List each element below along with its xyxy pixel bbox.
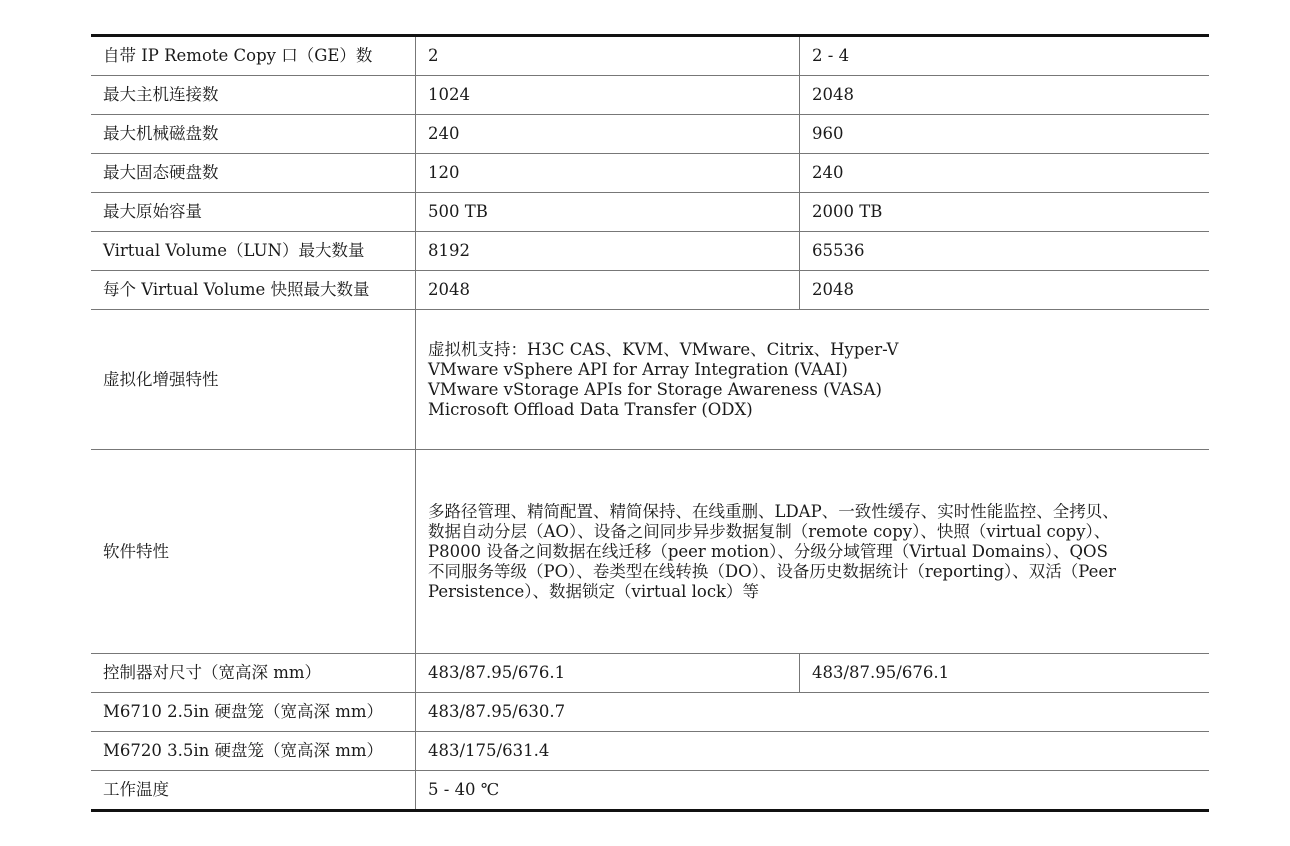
table-row [91,76,1209,115]
row-label: 最大原始容量 [91,193,416,232]
row-label: 自带 IP Remote Copy 口（GE）数 [103,46,373,65]
row-label: 工作温度 [91,771,416,811]
row-label: 软件特性 [91,450,416,654]
table-row [91,115,1209,154]
value-model-a: 500 TB [416,193,800,232]
value-model-b: 2048 [800,76,1210,115]
feature-line: Persistence）、数据锁定（virtual lock）等 [428,581,760,601]
value-model-b: 2048 [800,271,1210,310]
value-model-a: 483/87.95/676.1 [416,654,800,693]
feature-line: 不同服务等级（PO）、卷类型在线转换（DO）、设备历史数据统计（reporting）、双活（Peer [428,561,1117,581]
row-label: 最大机械磁盘数 [91,115,416,154]
value-model-a: 8192 [416,232,800,271]
value-model-a: 2048 [416,271,800,310]
row-label: 控制器对尺寸（宽高深 mm） [91,654,416,693]
table-row [91,693,1209,732]
row-label: 最大主机连接数 [91,76,416,115]
feature-line: 虚拟机支持：H3C CAS、KVM、VMware、Citrix、Hyper-V [428,339,899,359]
value-model-b: 960 [800,115,1210,154]
value-shared: 5 - 40 ℃ [416,771,1210,811]
table-row [91,654,1209,693]
spec-table [91,34,1209,812]
feature-line: Microsoft Offload Data Transfer (ODX) [428,399,753,419]
software-features [416,450,1210,654]
table-row [91,232,1209,271]
feature-line: 多路径管理、精简配置、精简保持、在线重删、LDAP、一致性缓存、实时性能监控、全拷贝、 [428,501,1119,521]
row-label: Virtual Volume（LUN）最大数量 [91,232,416,271]
value-model-b: 483/87.95/676.1 [800,654,1210,693]
feature-line: VMware vSphere API for Array Integration (VAAI) [428,359,848,379]
feature-line: 数据自动分层（AO）、设备之间同步异步数据复制（remote copy）、快照（virtual copy）、 [428,521,1111,541]
value-model-a: 1024 [416,76,800,115]
table-row-software [91,450,1209,654]
row-label: M6720 3.5in 硬盘笼（宽高深 mm） [91,732,416,771]
value-shared: 483/87.95/630.7 [416,693,1210,732]
virtualization-features [416,310,1210,450]
feature-line: VMware vStorage APIs for Storage Awareness (VASA) [428,379,882,399]
value-model-a: 120 [416,154,800,193]
table-row [91,732,1209,771]
value-shared: 483/175/631.4 [416,732,1210,771]
value-model-b: 240 [800,154,1210,193]
row-label: M6710 2.5in 硬盘笼（宽高深 mm） [91,693,416,732]
row-label: 最大固态硬盘数 [91,154,416,193]
table-row [91,193,1209,232]
table-row [91,36,1209,76]
table-row [91,154,1209,193]
value-model-a: 2 [416,36,800,76]
table-row [91,771,1209,811]
value-model-b: 2000 TB [800,193,1210,232]
value-model-b: 65536 [800,232,1210,271]
value-model-a: 240 [416,115,800,154]
feature-line: P8000 设备之间数据在线迁移（peer motion）、分级分域管理（Virtual Domains）、QOS [428,541,1108,561]
row-label: 虚拟化增强特性 [91,310,416,450]
table-row-virtualization [91,310,1209,450]
table-row [91,271,1209,310]
value-model-b: 2 - 4 [800,36,1210,76]
row-label: 每个 Virtual Volume 快照最大数量 [91,271,416,310]
